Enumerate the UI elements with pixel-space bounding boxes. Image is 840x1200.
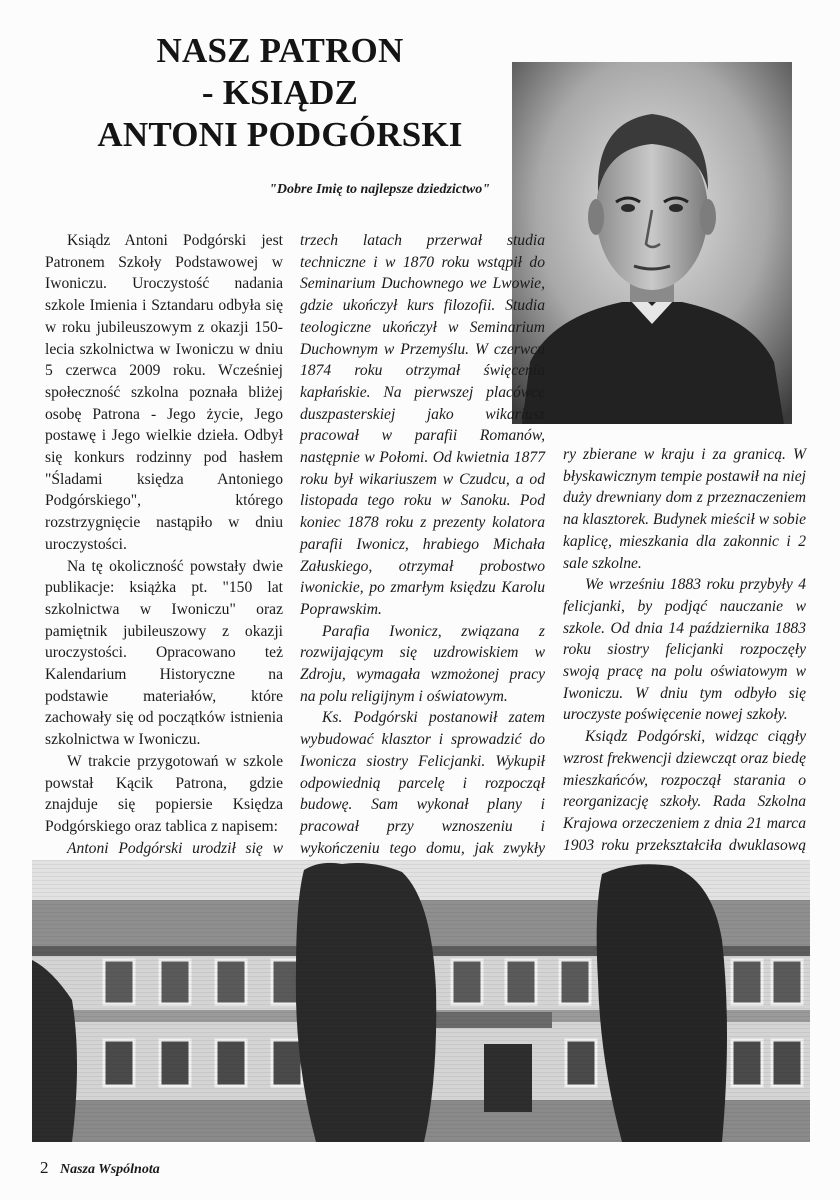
article-column-2 <box>300 230 545 903</box>
building-illustration <box>32 860 810 1142</box>
school-building-photo <box>32 860 810 1142</box>
paragraph: Na tę okoliczność powstały dwie publikacje: książka pt. "150 lat szkolnictwa w Iwoniczu" oraz pamiętnik jubileuszowy z okazji uroczystości. Opracowano też Kalendarium Historyczne na podstawie materiałów, które zachowały się od początków istnienia szkolnictwa w Iwoniczu. <box>45 557 283 749</box>
portrait-photo <box>512 62 792 424</box>
page-footer <box>40 1158 160 1178</box>
page-number: 2 <box>40 1158 49 1177</box>
inscription-paragraph: Antoni Podgórski urodził się w <box>67 839 283 857</box>
motto-quote: "Dobre Imię to najlepsze dziedzictwo" <box>269 182 490 197</box>
paragraph: ry zbierane w kraju i za granicą. W błyskawicznym tempie postawił na niej duży drewniany dom z przeznaczeniem na klasztorek. Budynek mieścił w sobie kaplicę, mieszkania dla zakonnic i 2 sale szkolne. <box>563 446 806 572</box>
portrait-illustration <box>512 62 792 424</box>
article-title <box>60 30 500 156</box>
article-column-3 <box>563 444 806 900</box>
paragraph: Parafia Iwonicz, związana z rozwijającym się uzdrowiskiem w Zdroju, wymagała wzmożonej pracy na polu religijnym i oświatowym. <box>300 622 545 705</box>
title-line-1: NASZ PATRON <box>156 31 404 70</box>
paragraph: We wrześniu 1883 roku przybyły 4 felicjanki, by podjąć nauczanie w szkole. Od dnia 14 października 1883 roku siostry felicjanki rozpoczęły swoją pracę na polu oświatowym w Iwoniczu. W dniu tym odbyło się uroczyste poświęcenie nowej szkoły. <box>563 576 806 724</box>
paragraph: trzech latach przerwał studia techniczne i w 1870 roku wstąpił do Seminarium Duchownego we Lwowie, gdzie ukończył kurs filozofii. Studia teologiczne ukończył w Seminarium Duchownym w Przemyślu. W czerwcu 1874 roku otrzymał święcenia kapłańskie. Na pierwszej placówce duszpasterskiej jako wikariusz pracował w parafii Romanów, następnie w Połomi. Od kwietnia 1877 roku był wikariuszem w Czudcu, a od listopada tego roku w Sanoku. Pod koniec 1878 roku z prezenty kolatora parafii Iwonicz, hrabiego Michała Załuskiego, otrzymał probostwo iwonickie, po zmarłym księdzu Karolu Poprawskim. <box>300 232 545 618</box>
paragraph: Ks. Podgórski postanowił zatem wybudować klasztor i sprowadzić do Iwonicza siostry Felicjanki. Wykupił odpowiednią parcelę i rozpoczął budowę. Sam wykonał plany i pracował przy wznoszeniu i wykończeniu tego domu, jak zwykły <box>300 709 545 857</box>
paragraph: W trakcie przygotowań w szkole powstał Kącik Patrona, gdzie znajduje się popiersie Księdza Podgórskiego oraz tablica z napisem: <box>45 752 283 835</box>
paragraph: Ksiądz Antoni Podgórski jest Patronem Szkoły Podstawowej w Iwoniczu. Uroczystość nadania szkole Imienia i Sztandaru odbyła się w roku jubileuszowym z okazji 150-lecia szkolnictwa w Iwoniczu w dniu 5 czerwca 2009 roku. Wcześniej społeczność szkolna poznała bliżej osobę Patrona - Jego życie, Jego postawę i Jego wielkie dzieła. Odbył się konkurs rodzinny pod hasłem "Śladami księdza Antoniego Podgórskiego", którego rozstrzygnięcie nastąpiło w dniu uroczystości. <box>45 232 283 553</box>
title-line-3: ANTONI PODGÓRSKI <box>97 115 463 154</box>
paragraph: Ksiądz Podgórski, widząc ciągły wzrost frekwencji dziewcząt oraz biedę mieszkańców, rozpoczął starania o reorganizację szkoły. Rada Szkolna Krajowa orzeczeniem z dnia 21 marca 1903 roku przekształciła dwuklasową <box>563 728 806 854</box>
title-line-2: - KSIĄDZ <box>201 73 359 112</box>
magazine-name: Nasza Wspólnota <box>60 1162 160 1177</box>
